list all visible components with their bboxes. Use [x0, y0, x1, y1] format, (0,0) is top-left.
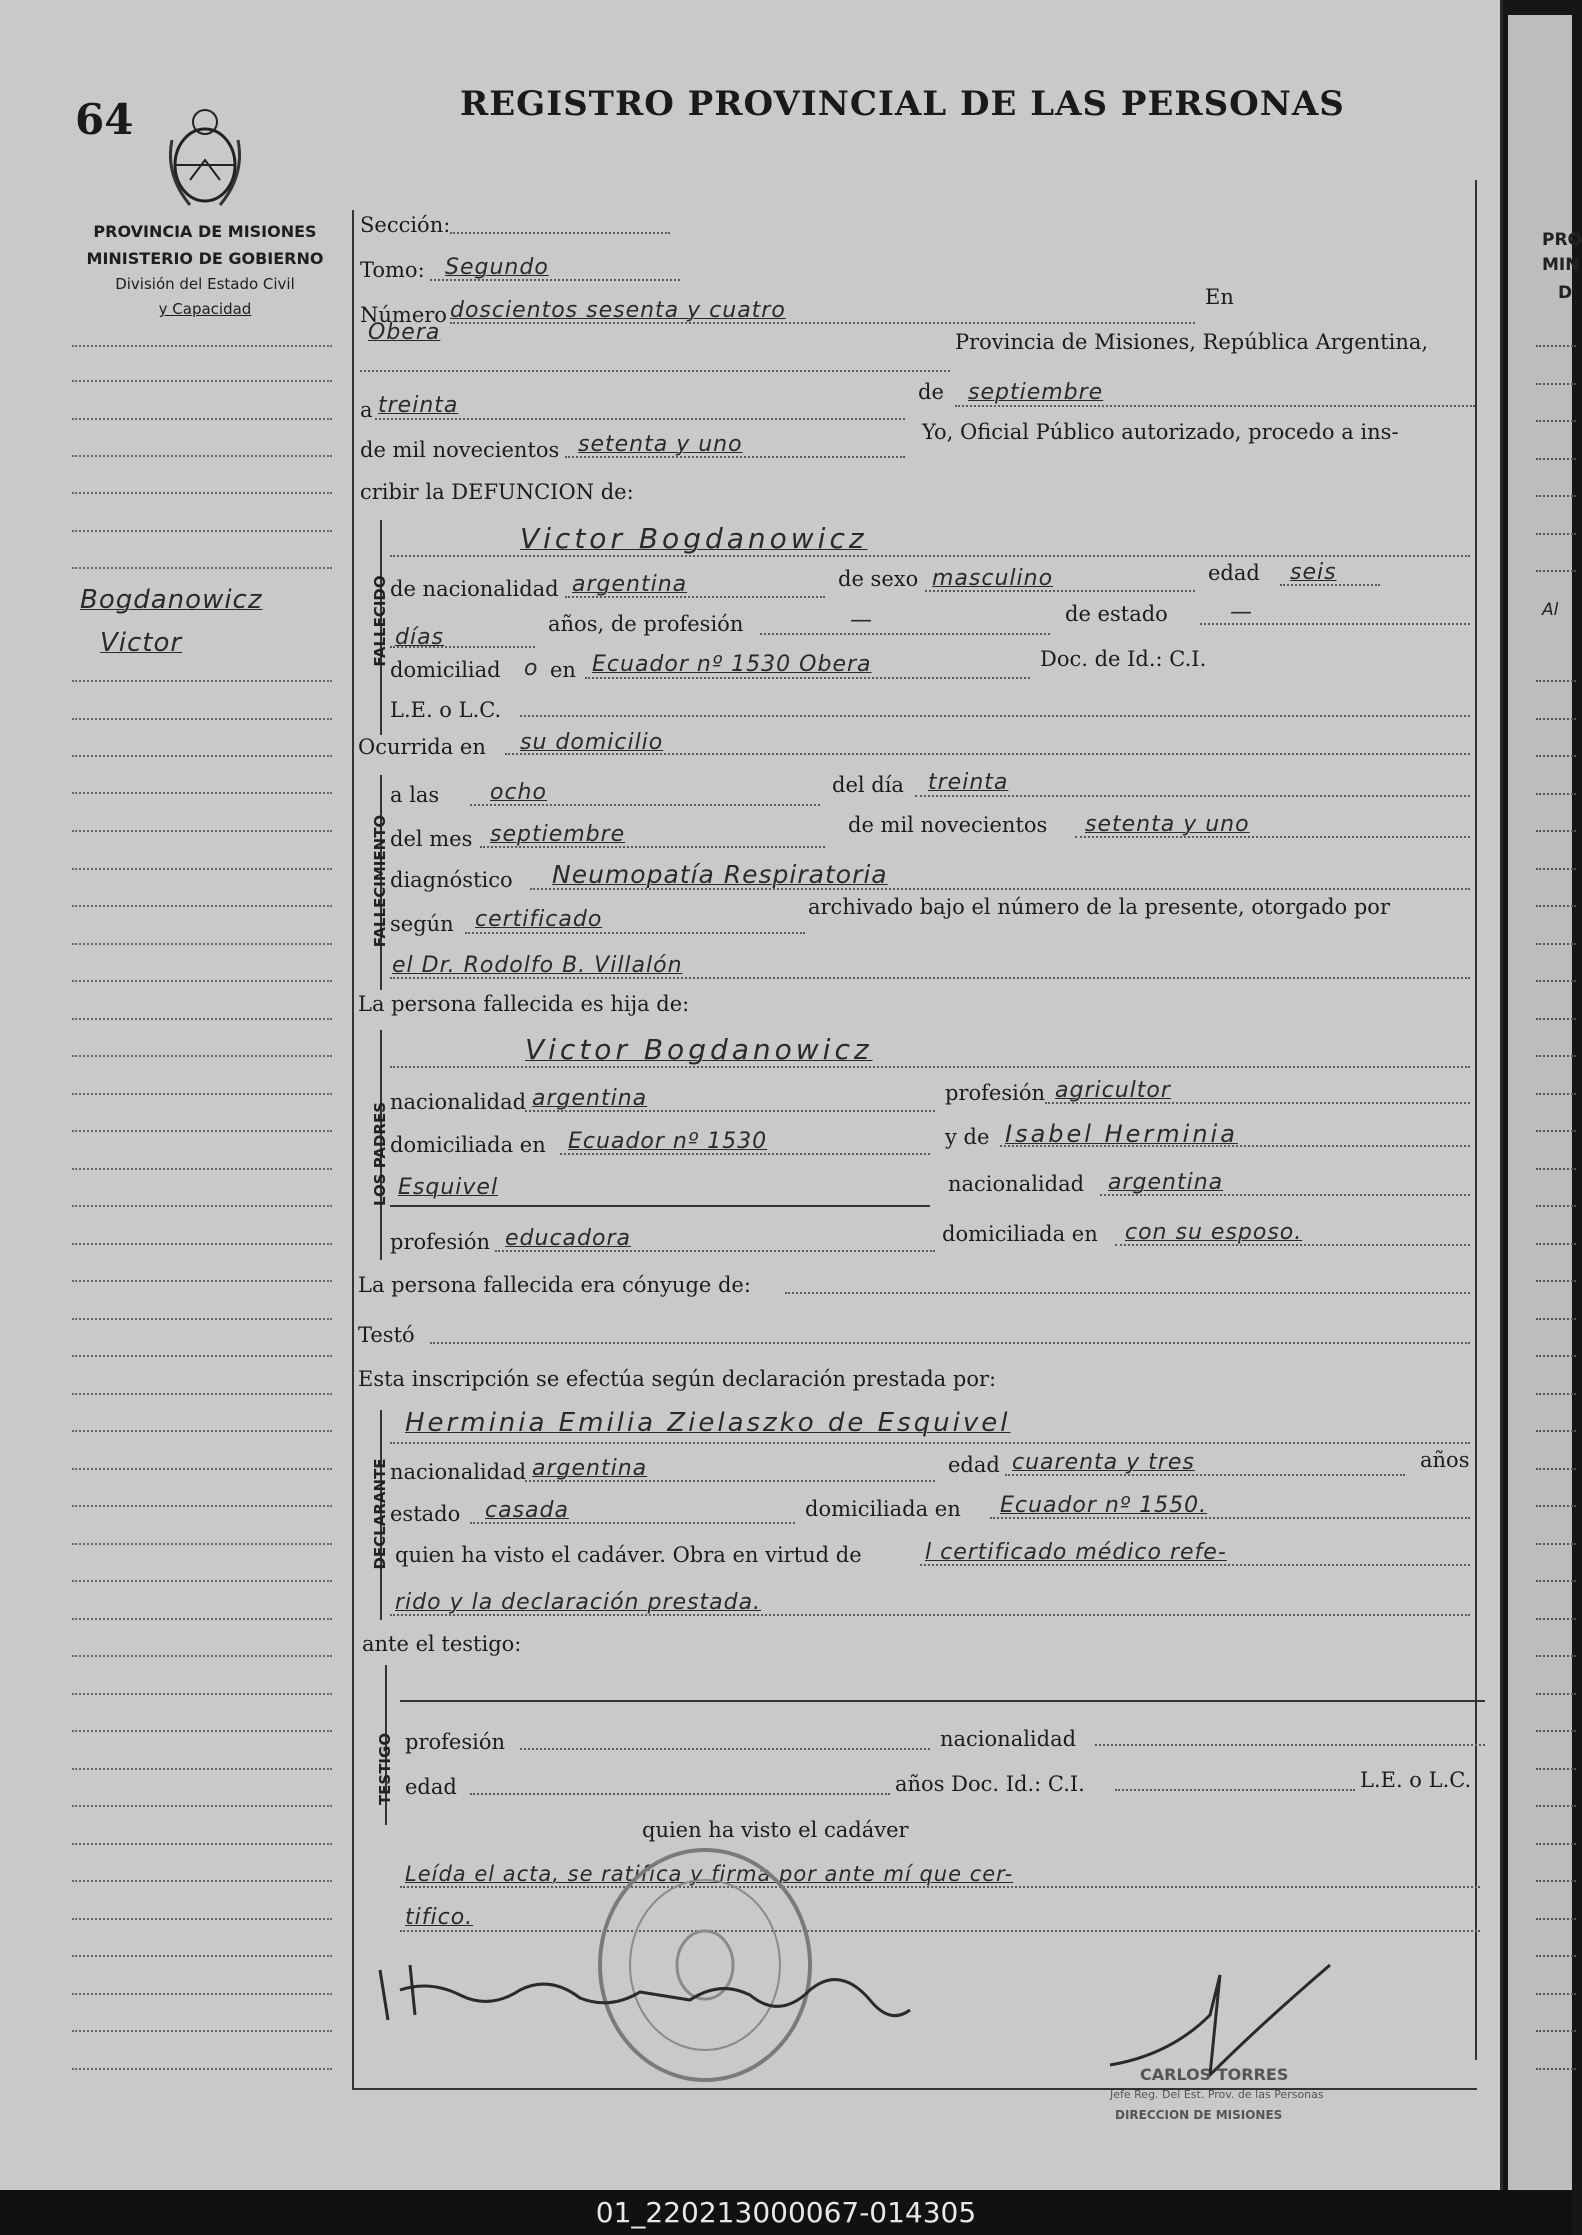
page-number: 64	[75, 95, 134, 144]
label-anos-profesion: años, de profesión	[548, 612, 744, 636]
value-declarante-edad: cuarenta y tres	[1012, 1450, 1195, 1475]
label-padre-profesion: profesión	[945, 1081, 1045, 1105]
value-declarante: Herminia Emilia Zielaszko de Esquivel	[405, 1408, 1011, 1438]
value-edad: seis	[1290, 560, 1337, 585]
label-a: a	[360, 398, 373, 422]
label-le-lc: L.E. o L.C.	[390, 698, 502, 722]
value-estado: —	[1230, 600, 1253, 625]
value-dia-fallec: treinta	[928, 770, 1009, 795]
value-certificado: certificado	[475, 907, 603, 932]
adjacent-page-edge	[1508, 15, 1582, 2190]
label-testigo-edad: edad	[405, 1775, 457, 1799]
section-declarante-label: DECLARANTE	[371, 1458, 389, 1570]
value-profesion: —	[850, 608, 873, 633]
right-border	[1475, 180, 1477, 2060]
stub-given-name: Victor	[100, 628, 183, 658]
label-hija-de: La persona fallecida es hija de:	[358, 992, 690, 1016]
section-fallecimiento-label: FALLECIMIENTO	[371, 814, 389, 948]
label-madre-domicilio: domiciliada en	[942, 1222, 1098, 1246]
value-en-lugar: Obera	[368, 320, 441, 345]
stub-surname: Bogdanowicz	[80, 585, 263, 615]
label-ocurrida-en: Ocurrida en	[358, 735, 486, 759]
value-cierre-1: Leída el acta, se ratifica y firma por ante mí que cer-	[405, 1862, 1014, 1886]
label-y-de: y de	[945, 1125, 990, 1149]
label-de-nacionalidad: de nacionalidad	[390, 577, 559, 601]
label-cribir: cribir la DEFUNCION de:	[360, 480, 634, 504]
label-anos-doc: años Doc. Id.: C.I.	[895, 1772, 1085, 1796]
declarant-signature	[370, 1950, 930, 2040]
value-cierre-2: tifico.	[405, 1905, 474, 1930]
value-anio: setenta y uno	[578, 432, 743, 457]
value-declarante-domicilio: Ecuador nº 1550.	[1000, 1493, 1208, 1518]
value-mes-fallec: septiembre	[490, 822, 626, 847]
label-archivado: archivado bajo el número de la presente, otorgado por	[808, 895, 1390, 919]
adjacent-page-text-2: MIN	[1542, 255, 1580, 275]
label-declarante-nacionalidad: nacionalidad	[390, 1460, 527, 1484]
authority-division: División del Estado Civil	[115, 275, 295, 293]
label-en-domicilio: en	[550, 658, 576, 682]
adjacent-page-text-1: PRO	[1542, 230, 1582, 250]
value-declarante-nacionalidad: argentina	[532, 1456, 648, 1481]
value-padre-nacionalidad: argentina	[532, 1086, 648, 1111]
coat-of-arms-icon	[160, 100, 250, 215]
value-padre-domicilio: Ecuador nº 1530	[568, 1129, 768, 1154]
section-los-padres-label: LOS PADRES	[371, 1101, 389, 1207]
label-yo-oficial: Yo, Oficial Público autorizado, procedo a ins-	[922, 420, 1399, 444]
label-del-dia: del día	[832, 773, 904, 797]
value-madre-nacionalidad: argentina	[1108, 1170, 1224, 1195]
value-mes: septiembre	[968, 380, 1104, 405]
label-testigo-profesion: profesión	[405, 1730, 505, 1754]
authority-ministry: MINISTERIO DE GOBIERNO	[86, 249, 324, 268]
label-testigo-nacionalidad: nacionalidad	[940, 1727, 1077, 1751]
value-madre-apellido: Esquivel	[398, 1175, 499, 1200]
value-nombre: Victor Bogdanowicz	[520, 522, 868, 555]
stamp-official-line: Jefe Reg. Del Est. Prov. de las Personas	[1110, 2088, 1324, 2101]
label-domiciliad: domiciliad	[390, 658, 501, 682]
label-doc-id: Doc. de Id.: C.I.	[1040, 647, 1207, 671]
label-de-estado: de estado	[1065, 602, 1168, 626]
label-declarante-estado: estado	[390, 1502, 461, 1526]
value-hora: ocho	[490, 780, 547, 805]
value-diagnostico: Neumopatía Respiratoria	[552, 860, 888, 889]
value-anio-fallec: setenta y uno	[1085, 812, 1250, 837]
label-seccion: Sección:	[360, 213, 451, 237]
footer-image-id: 01_220213000067-014305	[595, 2196, 977, 2229]
stamp-official-place: DIRECCION DE MISIONES	[1115, 2108, 1283, 2122]
label-ante-testigo: ante el testigo:	[362, 1632, 522, 1656]
value-medico: el Dr. Rodolfo B. Villalón	[392, 953, 683, 978]
label-padre-nacionalidad: nacionalidad	[390, 1090, 527, 1114]
value-dia: treinta	[378, 393, 459, 418]
label-declaracion: Esta inscripción se efectúa según declaración prestada por:	[358, 1367, 997, 1391]
label-de: de	[918, 380, 944, 404]
label-declarante-domicilio: domiciliada en	[805, 1497, 961, 1521]
value-domiciliado-suffix: o	[524, 656, 539, 681]
value-padre-profesion: agricultor	[1055, 1078, 1171, 1103]
label-padre-domicilio: domiciliada en	[390, 1133, 546, 1157]
value-nacionalidad: argentina	[572, 572, 688, 597]
value-ocurrida-en: su domicilio	[520, 730, 664, 755]
label-declarante-edad: edad	[948, 1453, 1000, 1477]
value-obra-virtud-2: rido y la declaración prestada.	[395, 1590, 762, 1615]
label-anos: años	[1420, 1448, 1470, 1472]
section-fallecido-label: FALLECIDO	[371, 575, 389, 667]
authority-capacity: y Capacidad	[158, 300, 252, 318]
value-madre-profesion: educadora	[505, 1226, 631, 1251]
stamp-official-name: CARLOS TORRES	[1140, 2065, 1289, 2084]
stub-divider	[352, 210, 354, 2090]
label-diagnostico: diagnóstico	[390, 868, 513, 892]
value-tomo: Segundo	[445, 255, 549, 280]
label-quien-visto-testigo: quien ha visto el cadáver	[642, 1818, 909, 1842]
label-a-las: a las	[390, 783, 440, 807]
value-dias: días	[395, 625, 445, 650]
value-sexo: masculino	[932, 566, 1054, 591]
label-de-sexo: de sexo	[838, 567, 919, 591]
label-tomo: Tomo:	[360, 258, 425, 282]
value-obra-virtud: l certificado médico refe-	[925, 1540, 1227, 1565]
adjacent-page-text-3: D	[1558, 283, 1573, 303]
label-en: En	[1205, 285, 1234, 309]
label-de-mil-fallec: de mil novecientos	[848, 813, 1048, 837]
document-title: REGISTRO PROVINCIAL DE LAS PERSONAS	[460, 84, 1345, 124]
value-madre-domicilio: con su esposo.	[1125, 1220, 1303, 1245]
value-domicilio: Ecuador nº 1530 Obera	[592, 652, 872, 677]
label-segun: según	[390, 912, 454, 936]
adjacent-page-text-4: Al	[1542, 600, 1559, 620]
section-testigo-label: TESTIGO	[376, 1732, 394, 1806]
label-edad: edad	[1208, 561, 1260, 585]
value-numero: doscientos sesenta y cuatro	[450, 298, 786, 323]
label-provincia: Provincia de Misiones, República Argentina,	[955, 330, 1429, 354]
label-madre-profesion: profesión	[390, 1230, 490, 1254]
label-de-mil: de mil novecientos	[360, 438, 560, 462]
label-madre-nacionalidad: nacionalidad	[948, 1172, 1085, 1196]
value-madre: Isabel Herminia	[1005, 1120, 1238, 1148]
issuing-authority	[60, 218, 350, 322]
label-quien-visto: quien ha visto el cadáver. Obra en virtud de	[395, 1543, 862, 1567]
label-le-lc-testigo: L.E. o L.C.	[1360, 1768, 1472, 1792]
label-conyuge: La persona fallecida era cónyuge de:	[358, 1273, 751, 1297]
value-declarante-estado: casada	[485, 1498, 569, 1523]
label-del-mes: del mes	[390, 827, 473, 851]
label-numero: Número	[360, 303, 447, 327]
value-padre: Victor Bogdanowicz	[525, 1033, 873, 1066]
authority-province: PROVINCIA DE MISIONES	[93, 222, 317, 241]
label-testo: Testó	[358, 1323, 415, 1347]
